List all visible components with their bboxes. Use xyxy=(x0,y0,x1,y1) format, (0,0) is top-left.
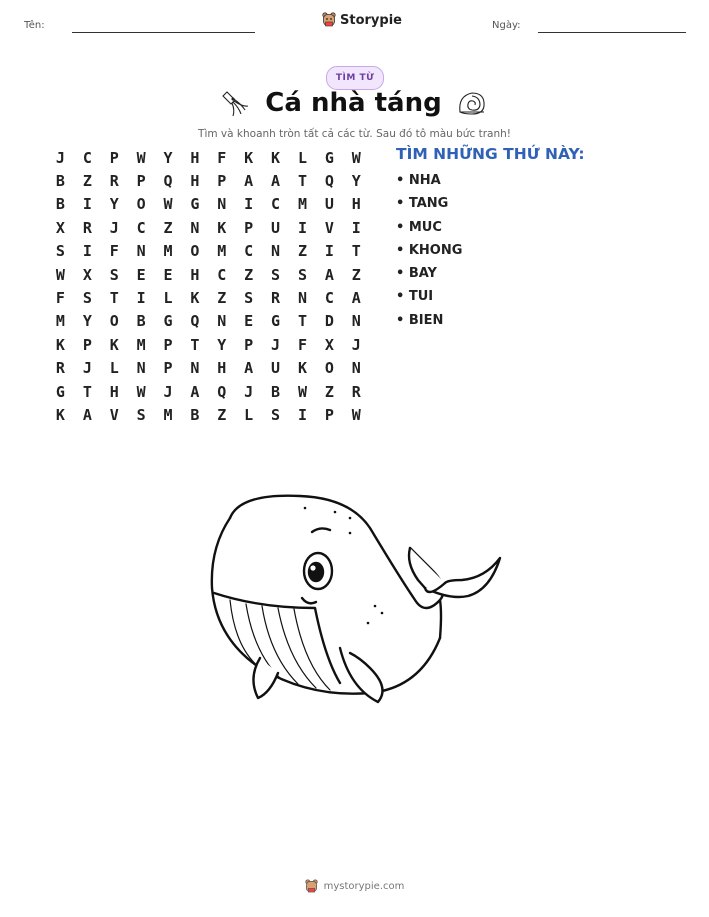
grid-letter[interactable]: M xyxy=(163,242,173,261)
grid-letter[interactable]: G xyxy=(190,195,200,214)
grid-letter[interactable]: Y xyxy=(351,172,361,191)
grid-letter[interactable]: A xyxy=(324,265,334,284)
grid-letter[interactable]: H xyxy=(109,382,119,401)
grid-letter[interactable]: O xyxy=(324,359,334,378)
grid-letter[interactable]: K xyxy=(271,148,281,167)
grid-letter[interactable]: Z xyxy=(217,289,227,308)
name-label: Tên: xyxy=(24,20,45,31)
instructions: Tìm và khoanh tròn tất cả các từ. Sau đó tô màu bức tranh! xyxy=(198,128,511,140)
word-list-item: • BAY xyxy=(396,266,437,282)
grid-letter[interactable]: J xyxy=(109,218,119,237)
grid-letter[interactable]: H xyxy=(190,172,200,191)
grid-letter[interactable]: Z xyxy=(163,218,173,237)
grid-letter[interactable]: Q xyxy=(163,172,173,191)
grid-letter[interactable]: F xyxy=(109,242,119,261)
grid-letter[interactable]: C xyxy=(271,195,281,214)
grid-letter[interactable]: W xyxy=(163,195,173,214)
grid-letter[interactable]: X xyxy=(82,265,92,284)
word-list-heading: TÌM NHỮNG THỨ NÀY: xyxy=(396,145,585,163)
grid-letter[interactable]: W xyxy=(55,265,65,284)
grid-letter[interactable]: K xyxy=(217,218,227,237)
grid-letter[interactable]: W xyxy=(351,405,361,424)
grid-letter[interactable]: C xyxy=(136,218,146,237)
grid-letter[interactable]: Z xyxy=(351,265,361,284)
grid-letter[interactable]: V xyxy=(109,405,119,424)
grid-letter[interactable]: S xyxy=(271,265,281,284)
page-title: Cá nhà táng xyxy=(265,88,442,118)
grid-letter[interactable]: X xyxy=(324,335,334,354)
grid-letter[interactable]: W xyxy=(297,382,307,401)
grid-letter[interactable]: J xyxy=(351,335,361,354)
grid-letter[interactable]: C xyxy=(217,265,227,284)
grid-letter[interactable]: H xyxy=(190,265,200,284)
grid-letter[interactable]: N xyxy=(190,218,200,237)
grid-letter[interactable]: K xyxy=(297,359,307,378)
grid-letter[interactable]: J xyxy=(163,382,173,401)
grid-letter[interactable]: N xyxy=(271,242,281,261)
grid-letter[interactable]: A xyxy=(271,172,281,191)
grid-letter[interactable]: K xyxy=(55,405,65,424)
activity-badge: TÌM TỪ xyxy=(326,66,384,90)
grid-letter[interactable]: Y xyxy=(109,195,119,214)
grid-letter[interactable]: B xyxy=(55,195,65,214)
grid-letter[interactable]: T xyxy=(109,289,119,308)
grid-letter[interactable]: I xyxy=(297,405,307,424)
grid-letter[interactable]: N xyxy=(136,359,146,378)
grid-letter[interactable]: Q xyxy=(217,382,227,401)
grid-letter[interactable]: F xyxy=(55,289,65,308)
grid-letter[interactable]: E xyxy=(244,312,254,331)
word-search-grid[interactable] xyxy=(47,146,370,427)
grid-letter[interactable]: Z xyxy=(244,265,254,284)
grid-letter[interactable]: S xyxy=(109,265,119,284)
grid-letter[interactable]: T xyxy=(351,242,361,261)
grid-letter[interactable]: I xyxy=(82,195,92,214)
grid-letter[interactable]: L xyxy=(244,405,254,424)
grid-letter[interactable]: T xyxy=(82,382,92,401)
grid-letter[interactable]: R xyxy=(351,382,361,401)
date-line[interactable] xyxy=(538,32,686,33)
grid-letter[interactable]: F xyxy=(217,148,227,167)
grid-letter[interactable]: V xyxy=(324,218,334,237)
grid-letter[interactable]: A xyxy=(190,382,200,401)
grid-letter[interactable]: A xyxy=(244,172,254,191)
grid-letter[interactable]: T xyxy=(297,312,307,331)
grid-letter[interactable]: M xyxy=(163,405,173,424)
grid-letter[interactable]: W xyxy=(136,382,146,401)
grid-letter[interactable]: Z xyxy=(324,382,334,401)
date-label: Ngày: xyxy=(492,20,521,31)
grid-letter[interactable]: B xyxy=(190,405,200,424)
grid-letter[interactable]: H xyxy=(190,148,200,167)
grid-letter[interactable]: D xyxy=(324,312,334,331)
grid-letter[interactable]: I xyxy=(351,218,361,237)
grid-letter[interactable]: W xyxy=(136,148,146,167)
grid-letter[interactable]: P xyxy=(324,405,334,424)
word-list-item: • TUI xyxy=(396,289,434,305)
grid-letter[interactable]: Z xyxy=(217,405,227,424)
brand-name: Storypie xyxy=(340,12,402,28)
grid-letter[interactable]: X xyxy=(55,218,65,237)
grid-letter[interactable]: G xyxy=(55,382,65,401)
grid-letter[interactable]: C xyxy=(244,242,254,261)
grid-letter[interactable]: Q xyxy=(190,312,200,331)
grid-letter[interactable]: I xyxy=(82,242,92,261)
grid-letter[interactable]: S xyxy=(297,265,307,284)
grid-letter[interactable]: I xyxy=(324,242,334,261)
grid-letter[interactable]: R xyxy=(109,172,119,191)
grid-letter[interactable]: G xyxy=(271,312,281,331)
grid-letter[interactable]: O xyxy=(109,312,119,331)
grid-letter[interactable]: I xyxy=(244,195,254,214)
grid-letter[interactable]: P xyxy=(244,218,254,237)
grid-letter[interactable]: P xyxy=(163,359,173,378)
grid-letter[interactable]: S xyxy=(136,405,146,424)
grid-letter[interactable]: L xyxy=(109,359,119,378)
grid-letter[interactable]: K xyxy=(190,289,200,308)
grid-letter[interactable]: N xyxy=(351,359,361,378)
squid-icon xyxy=(221,88,251,118)
grid-letter[interactable]: H xyxy=(351,195,361,214)
grid-letter[interactable]: O xyxy=(190,242,200,261)
grid-letter[interactable]: G xyxy=(163,312,173,331)
grid-letter[interactable]: B xyxy=(136,312,146,331)
grid-letter[interactable]: B xyxy=(271,382,281,401)
grid-letter[interactable]: P xyxy=(109,148,119,167)
word-list-item: • NHA xyxy=(396,173,441,188)
grid-letter[interactable]: J xyxy=(82,359,92,378)
grid-letter[interactable]: U xyxy=(271,359,281,378)
grid-letter[interactable]: K xyxy=(244,148,254,167)
grid-letter[interactable]: M xyxy=(136,335,146,354)
shell-icon xyxy=(456,88,488,118)
grid-letter[interactable]: P xyxy=(136,172,146,191)
grid-letter[interactable]: F xyxy=(297,335,307,354)
grid-letter[interactable]: N xyxy=(217,312,227,331)
word-list-item: • TANG xyxy=(396,196,449,212)
grid-letter[interactable]: K xyxy=(109,335,119,354)
bear-logo-icon xyxy=(305,879,318,894)
grid-letter[interactable]: C xyxy=(324,289,334,308)
grid-letter[interactable]: G xyxy=(324,148,334,167)
grid-letter[interactable]: M xyxy=(297,195,307,214)
grid-letter[interactable]: A xyxy=(351,289,361,308)
grid-letter[interactable]: B xyxy=(55,172,65,191)
footer-url[interactable]: mystorypie.com xyxy=(323,881,405,892)
grid-letter[interactable]: N xyxy=(351,312,361,331)
grid-letter[interactable]: W xyxy=(351,148,361,167)
footer xyxy=(0,879,709,894)
grid-letter[interactable]: Q xyxy=(324,172,334,191)
grid-letter[interactable]: J xyxy=(271,335,281,354)
grid-letter[interactable]: I xyxy=(136,289,146,308)
grid-letter[interactable]: Z xyxy=(82,172,92,191)
word-list-item: • BIEN xyxy=(396,312,444,328)
grid-letter[interactable]: K xyxy=(55,335,65,354)
grid-letter[interactable]: L xyxy=(163,289,173,308)
name-line[interactable] xyxy=(72,32,255,33)
grid-letter[interactable]: N xyxy=(217,195,227,214)
grid-letter[interactable]: H xyxy=(217,359,227,378)
grid-letter[interactable]: O xyxy=(136,195,146,214)
grid-letter[interactable]: P xyxy=(244,335,254,354)
grid-letter[interactable]: U xyxy=(271,218,281,237)
bear-logo-icon xyxy=(322,12,336,28)
grid-letter[interactable]: E xyxy=(136,265,146,284)
grid-letter[interactable]: R xyxy=(82,218,92,237)
grid-letter[interactable]: T xyxy=(190,335,200,354)
grid-letter[interactable]: N xyxy=(297,289,307,308)
grid-letter[interactable]: R xyxy=(55,359,65,378)
grid-letter[interactable]: U xyxy=(324,195,334,214)
grid-letter[interactable]: C xyxy=(82,148,92,167)
grid-letter[interactable]: J xyxy=(244,382,254,401)
grid-letter[interactable]: S xyxy=(271,405,281,424)
grid-letter[interactable]: J xyxy=(55,148,65,167)
grid-letter[interactable]: Y xyxy=(163,148,173,167)
word-list xyxy=(396,171,462,334)
grid-letter[interactable]: M xyxy=(217,242,227,261)
whale-illustration[interactable] xyxy=(200,488,510,718)
grid-letter[interactable]: E xyxy=(163,265,173,284)
grid-letter[interactable]: M xyxy=(55,312,65,331)
title-row xyxy=(0,88,709,118)
grid-letter[interactable]: S xyxy=(82,289,92,308)
grid-letter[interactable]: S xyxy=(244,289,254,308)
word-list-item: • KHONG xyxy=(396,242,463,258)
grid-letter[interactable]: P xyxy=(82,335,92,354)
grid-letter[interactable]: S xyxy=(55,242,65,261)
grid-letter[interactable]: T xyxy=(297,172,307,191)
grid-letter[interactable]: N xyxy=(136,242,146,261)
grid-letter[interactable]: P xyxy=(163,335,173,354)
brand-logo xyxy=(322,12,402,28)
word-list-item: • MUC xyxy=(396,219,442,235)
grid-letter[interactable]: L xyxy=(297,148,307,167)
grid-letter[interactable]: A xyxy=(244,359,254,378)
grid-letter[interactable]: Y xyxy=(82,312,92,331)
grid-letter[interactable]: Y xyxy=(217,335,227,354)
grid-letter[interactable]: A xyxy=(82,405,92,424)
grid-letter[interactable]: R xyxy=(271,289,281,308)
grid-letter[interactable]: N xyxy=(190,359,200,378)
grid-letter[interactable]: P xyxy=(217,172,227,191)
grid-letter[interactable]: I xyxy=(297,218,307,237)
grid-letter[interactable]: Z xyxy=(297,242,307,261)
